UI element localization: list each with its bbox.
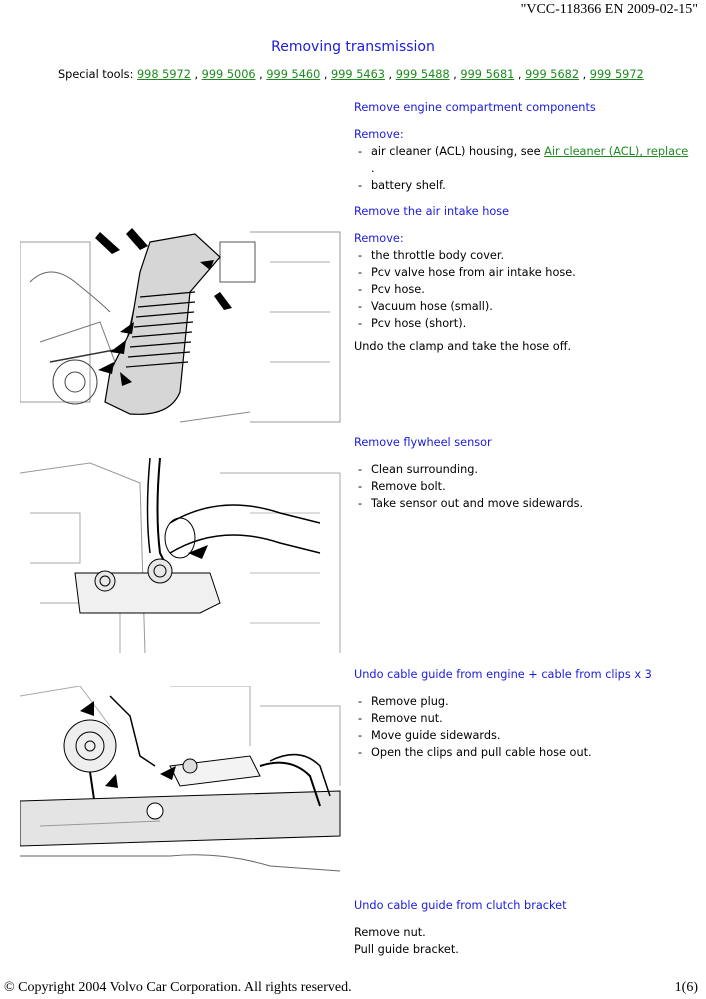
copyright: © Copyright 2004 Volvo Car Corporation. All rights reserved. <box>4 980 352 995</box>
section-heading: Undo cable guide from engine + cable from clips x 3 <box>354 668 652 681</box>
list-item: - Clean surrounding. <box>358 461 694 478</box>
air-cleaner-link[interactable]: Air cleaner (ACL), replace <box>544 145 689 158</box>
list-item: - the throttle body cover. <box>358 247 694 264</box>
instruction-line: Remove nut. <box>354 926 426 939</box>
page-title: Removing transmission <box>271 39 435 55</box>
section-subheading: Remove: <box>354 128 404 141</box>
document-id: "VCC-118366 EN 2009-02-15" <box>520 2 698 17</box>
tool-link[interactable]: 999 5488 <box>395 68 450 81</box>
section-note: Undo the clamp and take the hose off. <box>354 340 572 353</box>
list-item: - Open the clips and pull cable hose out. <box>358 744 694 761</box>
section-engine-compartment <box>354 99 694 194</box>
list-item: - battery shelf. <box>358 177 694 194</box>
section-air-intake <box>354 203 694 355</box>
tool-link[interactable]: 999 5006 <box>201 68 256 81</box>
list-item: - Take sensor out and move sidewards. <box>358 495 694 512</box>
list-item: - Vacuum hose (small). <box>358 298 694 315</box>
list-item: - Remove bolt. <box>358 478 694 495</box>
special-tools-label: Special tools: <box>58 68 134 81</box>
flywheel-sensor-illustration <box>20 453 345 661</box>
footer <box>4 980 698 996</box>
section-heading: Undo cable guide from clutch bracket <box>354 899 567 912</box>
list-item: - Move guide sidewards. <box>358 727 694 744</box>
tool-link[interactable]: 999 5460 <box>266 68 321 81</box>
section-cable-guide-engine <box>354 666 694 761</box>
special-tools: Special tools: 998 5972 , 999 5006 , 999 5460 , 999 5463 , 999 5488 , 999 5681 , 999 5682 , 999 5972 <box>58 68 644 81</box>
list-item: - Pcv hose. <box>358 281 694 298</box>
section-heading: Remove the air intake hose <box>354 205 510 218</box>
tool-link[interactable]: 999 5681 <box>460 68 515 81</box>
list-item: - Pcv hose (short). <box>358 315 694 332</box>
section-flywheel-sensor <box>354 434 694 512</box>
instruction-line: Pull guide bracket. <box>354 943 459 956</box>
air-intake-hose-illustration <box>20 222 345 424</box>
page-number: 1(6) <box>674 980 698 995</box>
tool-link[interactable]: 999 5682 <box>525 68 580 81</box>
list-item: - Remove nut. <box>358 710 694 727</box>
section-heading: Remove flywheel sensor <box>354 436 492 449</box>
tool-link[interactable]: 998 5972 <box>136 68 191 81</box>
list-item: - Remove plug. <box>358 693 694 710</box>
section-subheading: Remove: <box>354 232 404 245</box>
list-item: - Pcv valve hose from air intake hose. <box>358 264 694 281</box>
list-item: - air cleaner (ACL) housing, see Air cleaner (ACL), replace . <box>358 143 694 177</box>
cable-guide-engine-illustration <box>20 686 345 891</box>
tool-link[interactable]: 999 5463 <box>331 68 385 81</box>
section-cable-guide-clutch <box>354 897 694 958</box>
tool-link[interactable]: 999 5972 <box>589 68 644 81</box>
section-heading: Remove engine compartment components <box>354 101 596 114</box>
